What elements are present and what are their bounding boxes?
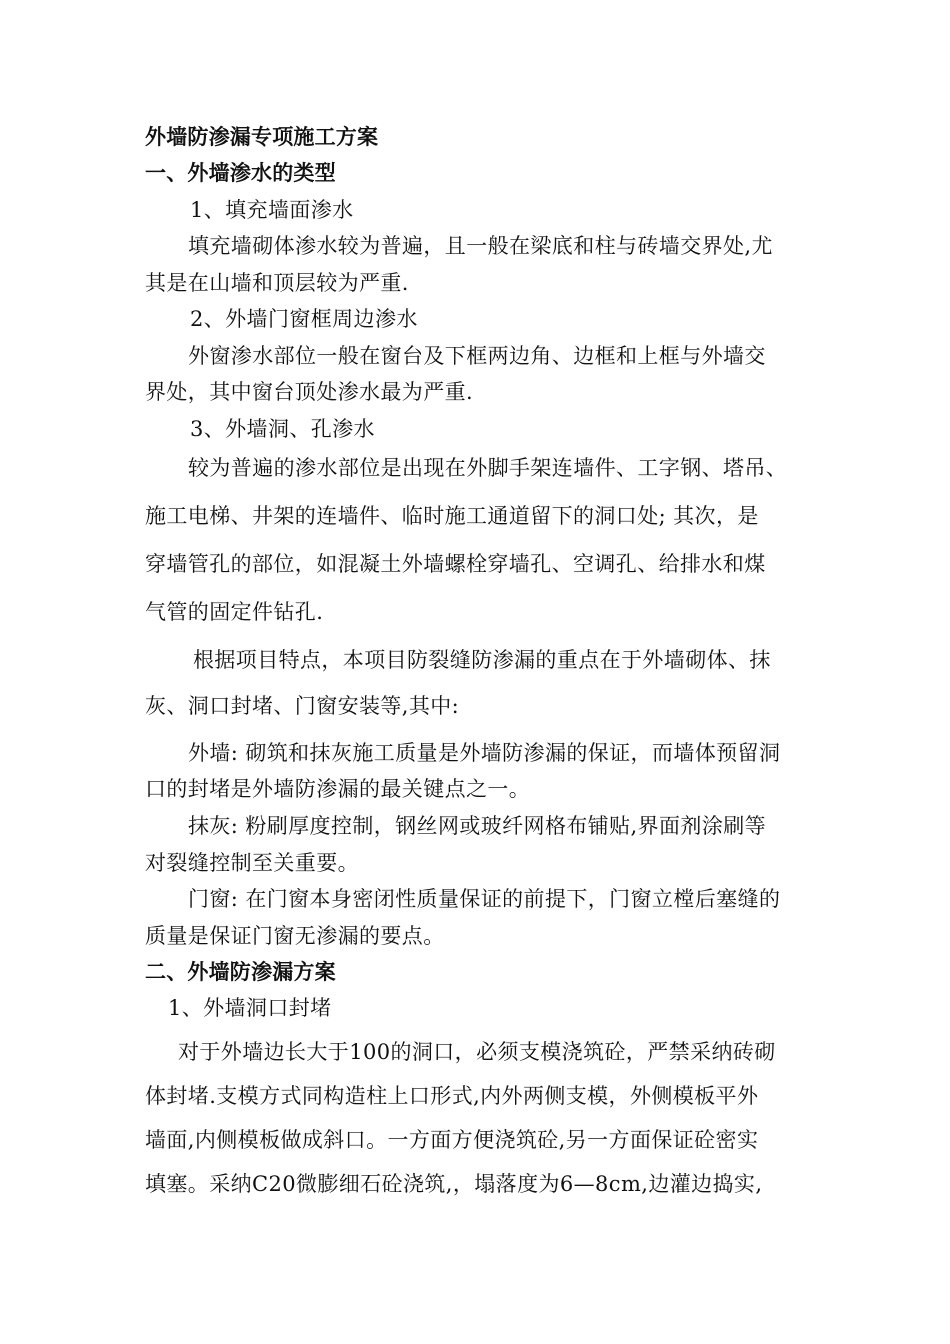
paragraph-line: 体封堵.支模方式同构造柱上口形式,内外两侧支模，外侧模板平外 <box>145 1084 759 1108</box>
section-1-item-2-heading: 2、外墙门窗框周边渗水 <box>190 307 418 331</box>
section-2-item-1-heading: 1、外墙洞口封堵 <box>168 996 332 1020</box>
paragraph-line: 穿墙管孔的部位，如混凝土外墙螺栓穿墙孔、空调孔、给排水和煤 <box>145 552 766 576</box>
section-2-heading: 二、外墙防渗漏方案 <box>145 960 336 984</box>
paragraph-line: 其是在山墙和顶层较为严重. <box>145 271 409 295</box>
paragraph-line: 墙面,内侧模板做成斜口。一方面方便浇筑砼,另一方面保证砼密实 <box>145 1128 759 1152</box>
section-1-heading: 一、外墙渗水的类型 <box>145 161 336 185</box>
paragraph-line: 对裂缝控制至关重要。 <box>145 851 359 875</box>
paragraph-line: 抹灰: 粉刷厚度控制，钢丝网或玻纤网格布铺贴,界面剂涂刷等 <box>188 814 767 838</box>
paragraph-line: 根据项目特点，本项目防裂缝防渗漏的重点在于外墙砌体、抹 <box>193 648 771 672</box>
paragraph-line: 气管的固定件钻孔. <box>145 600 324 624</box>
paragraph-line: 灰、洞口封堵、门窗安装等,其中: <box>145 694 460 718</box>
section-1-item-1-heading: 1、填充墙面渗水 <box>190 198 354 222</box>
paragraph-line: 界处，其中窗台顶处渗水最为严重. <box>145 380 474 404</box>
paragraph-line: 施工电梯、井架的连墙件、临时施工通道留下的洞口处; 其次，是 <box>145 504 759 528</box>
document-title: 外墙防渗漏专项施工方案 <box>145 125 379 149</box>
paragraph-line: 填塞。采纳C20微膨细石砼浇筑,，塌落度为6—8cm,边灌边捣实, <box>145 1172 763 1196</box>
paragraph-line: 填充墙砌体渗水较为普遍，且一般在梁底和柱与砖墙交界处,尤 <box>188 234 773 258</box>
paragraph-line: 对于外墙边长大于100的洞口，必须支模浇筑砼，严禁采纳砖砌 <box>178 1040 776 1064</box>
paragraph-line: 口的封堵是外墙防渗漏的最关键点之一。 <box>145 777 531 801</box>
paragraph-line: 质量是保证门窗无渗漏的要点。 <box>145 924 445 948</box>
section-1-item-3-heading: 3、外墙洞、孔渗水 <box>190 417 375 441</box>
paragraph-line: 较为普遍的渗水部位是出现在外脚手架连墙件、工字钢、塔吊、 <box>188 456 788 480</box>
paragraph-line: 外墙: 砌筑和抹灰施工质量是外墙防渗漏的保证，而墙体预留洞 <box>188 741 781 765</box>
paragraph-line: 门窗: 在门窗本身密闭性质量保证的前提下，门窗立樘后塞缝的 <box>188 887 781 911</box>
paragraph-line: 外窗渗水部位一般在窗台及下框两边角、边框和上框与外墙交 <box>188 344 766 368</box>
